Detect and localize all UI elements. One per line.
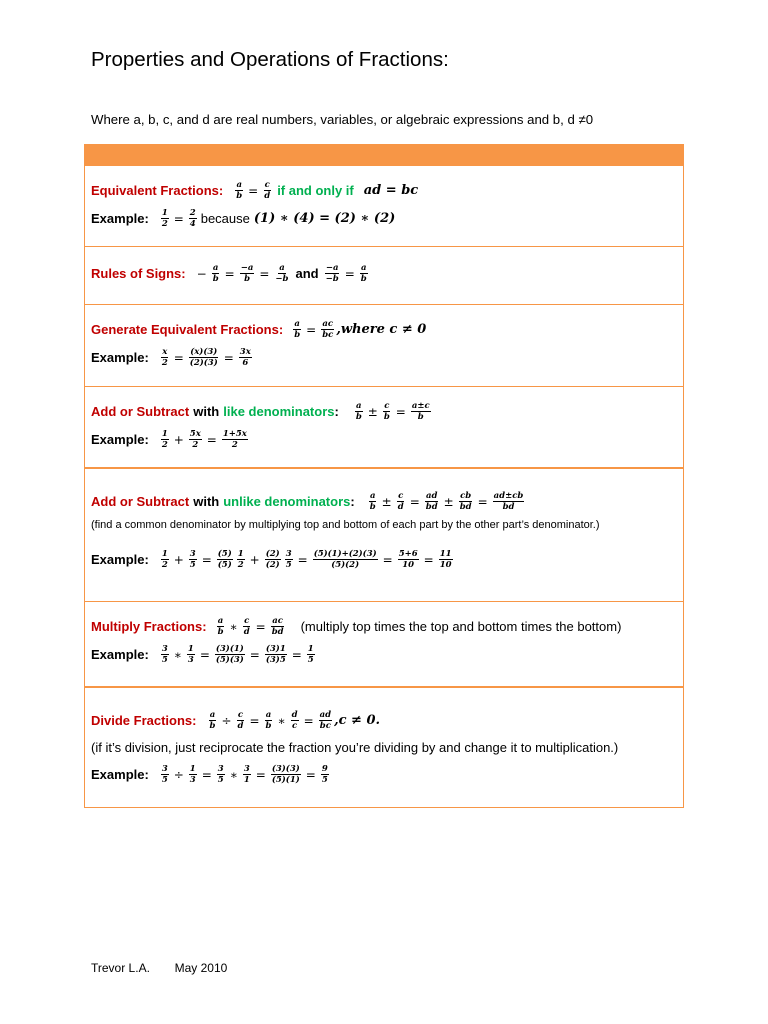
divide-note: (if it’s division, just reciprocate the fraction you’re dividing by and change it to multiplication.) — [91, 740, 619, 755]
row-generate-equivalent — [85, 304, 683, 386]
unlike-rule-line: Add or Subtract with unlike denominators : $\frac{a}{b}$ ± $\frac{c}{d}$ = $\frac{ad}{bd}$ ± $\frac{cb}{bd}$ = $\frac{ad\pm cb}{bd}$ — [91, 491, 524, 512]
multiply-colon: : — [202, 619, 207, 634]
like-label-b: like denominators — [223, 404, 335, 419]
fraction-2-over-4: $\frac{2}{4}$ — [189, 208, 196, 229]
row-like-denominators — [85, 386, 683, 467]
unlike-with: with — [193, 494, 220, 509]
example-label: Example: — [91, 432, 149, 447]
equivalent-example-line: Example: $\frac{1}{2}$ = $\frac{2}{4}$ because (1) ∗ (4) = (2) ∗ (2) — [91, 208, 396, 229]
row-unlike-denominators — [85, 467, 683, 601]
generate-colon: : — [278, 322, 284, 337]
divide-label: Divide Fractions — [91, 713, 193, 728]
example-label: Example: — [91, 647, 149, 662]
generate-label: Generate Equivalent Fractions — [91, 322, 279, 337]
unlike-label-b: unlike denominators — [223, 494, 351, 509]
page-title: Properties and Operations of Fractions: — [91, 48, 449, 71]
generate-condition: ,where c ≠ 0 — [336, 322, 427, 337]
unlike-example-line: Example: $\frac{1}{2}$ + $\frac{3}{5}$ = $\frac{(5)}{(5)}$ $\frac{1}{2}$ + $\frac{(2)}{(2)}$ $\frac{3}{5}$ = $\frac{(5)(1)+(2)(3)}{(5)(2)}$ = $\frac{5+6}{10}$ = $\frac{11}{10}$ — [91, 549, 452, 570]
like-label-a: Add or Subtract — [91, 404, 190, 419]
equivalent-colon: : — [218, 183, 224, 198]
example-label: Example: — [91, 350, 149, 365]
equivalent-label: Equivalent Fractions — [91, 183, 219, 198]
like-with: with — [193, 404, 220, 419]
because-text: because — [200, 211, 250, 226]
unlike-colon: : — [350, 494, 355, 509]
table-header-bar — [85, 145, 683, 165]
fractions-table — [84, 144, 684, 808]
divide-colon: : — [192, 713, 197, 728]
iff-text: if and only if — [277, 183, 354, 198]
because-expression: (1) ∗ (4) = (2) ∗ (2) — [253, 211, 396, 226]
divide-condition: ,c ≠ 0. — [334, 713, 381, 728]
multiply-label: Multiply Fractions — [91, 619, 203, 634]
example-label: Example: — [91, 211, 149, 226]
divide-rule-line: Divide Fractions : $\frac{a}{b}$ ÷ $\frac{c}{d}$ = $\frac{a}{b}$ ∗ $\frac{d}{c}$ = $\frac{ad}{bc}$ ,c ≠ 0. — [91, 710, 381, 731]
footer-date: May 2010 — [174, 961, 228, 975]
multiply-rule-line: Multiply Fractions : $\frac{a}{b}$ ∗ $\frac{c}{d}$ = $\frac{ac}{bd}$ (multiply top times the top and bottom times the bottom) — [91, 616, 622, 637]
row-rules-of-signs — [85, 246, 683, 304]
and-text: and — [295, 266, 319, 281]
signs-label: Rules of Signs — [91, 266, 182, 281]
like-rule-line: Add or Subtract with like denominators : $\frac{a}{b}$ ± $\frac{c}{b}$ = $\frac{a\pm c}{b}$ — [91, 401, 430, 422]
page-subtitle: Where a, b, c, and d are real numbers, variables, or algebraic expressions and b, d ≠0 — [91, 112, 594, 127]
multiply-example-line: Example: $\frac{3}{5}$ ∗ $\frac{1}{3}$ = $\frac{(3)(1)}{(5)(3)}$ = $\frac{(3)1}{(3)5}$ = $\frac{1}{5}$ — [91, 644, 314, 665]
row-divide-fractions — [85, 686, 683, 808]
footer — [91, 961, 227, 975]
like-example-line: Example: $\frac{1}{2}$ + $\frac{5x}{2}$ = $\frac{1+5x}{2}$ — [91, 429, 247, 450]
unlike-note: (find a common denominator by multiplying top and bottom of each part by the other part’s denominator.) — [91, 519, 600, 531]
footer-author: Trevor L.A. — [91, 961, 150, 975]
fraction-1-over-2: $\frac{1}{2}$ — [161, 208, 168, 229]
row-equivalent-fractions — [85, 165, 683, 246]
like-colon: : — [334, 404, 339, 419]
fraction-a-over-b: $\frac{a}{b}$ — [236, 180, 243, 201]
signs-rule-line: Rules of Signs : − $\frac{a}{b}$ = $\frac{-a}{b}$ = $\frac{a}{-b}$ and $\frac{-a}{-b}$ = $\frac{a}{b}$ — [91, 263, 367, 284]
unlike-label-a: Add or Subtract — [91, 494, 190, 509]
generate-example-line: Example: $\frac{x}{2}$ = $\frac{(x)(3)}{(2)(3)}$ = $\frac{3x}{6}$ — [91, 347, 251, 368]
signs-colon: : — [181, 266, 186, 281]
fraction-c-over-d: $\frac{c}{d}$ — [264, 180, 271, 201]
example-label: Example: — [91, 767, 149, 782]
multiply-note: (multiply top times the top and bottom times the bottom) — [300, 619, 622, 634]
generate-rule-line: Generate Equivalent Fractions : $\frac{a}{b}$ = $\frac{ac}{bc}$ ,where c ≠ 0 — [91, 319, 427, 340]
iff-rhs: ad = bc — [363, 183, 419, 198]
row-multiply-fractions — [85, 601, 683, 686]
equivalent-rule-line: Equivalent Fractions : $\frac{a}{b}$ = $\frac{c}{d}$ if and only if ad = bc — [91, 180, 419, 201]
divide-example-line: Example: $\frac{3}{5}$ ÷ $\frac{1}{3}$ = $\frac{3}{5}$ ∗ $\frac{3}{1}$ = $\frac{(3)(3)}{(5)(1)}$ = $\frac{9}{5}$ — [91, 764, 328, 785]
example-label: Example: — [91, 552, 149, 567]
